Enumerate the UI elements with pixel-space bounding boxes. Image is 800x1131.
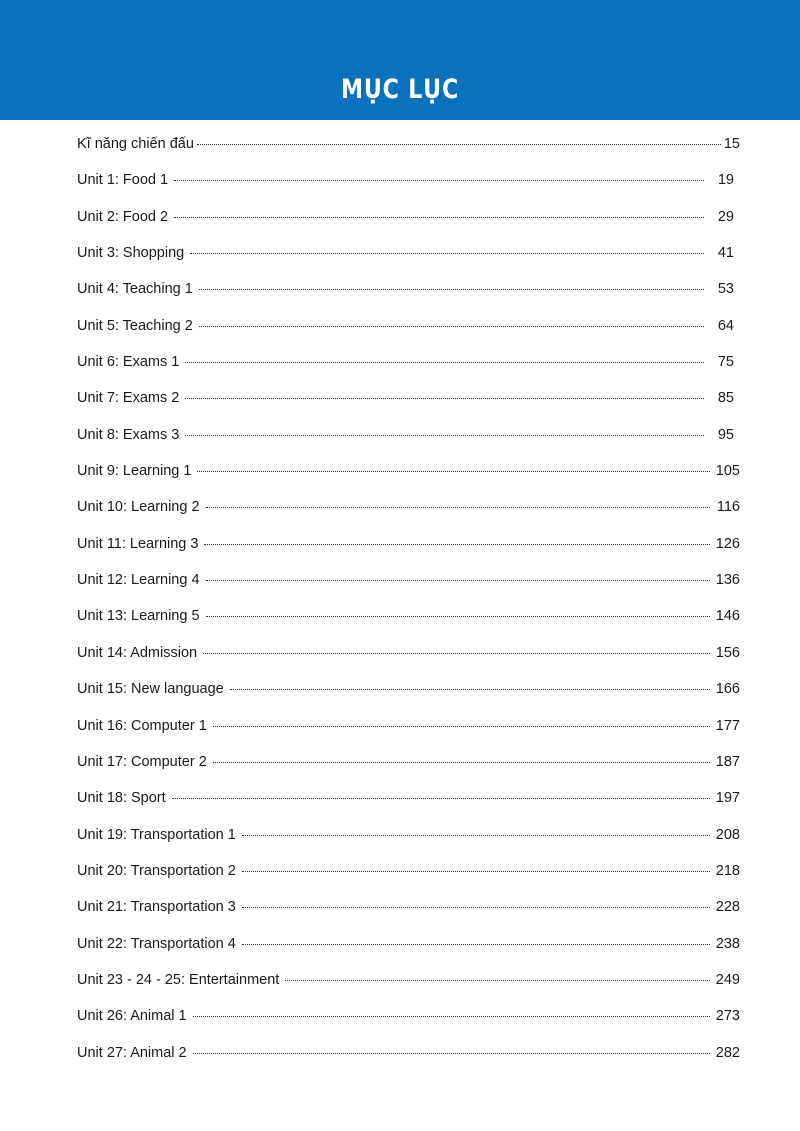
toc-entry-page-number: 197: [715, 790, 740, 807]
dot-leader: [190, 253, 704, 254]
dot-leader: [230, 689, 710, 690]
toc-entry-label: Kĩ năng chiến đấu: [77, 136, 194, 152]
toc-entry[interactable]: [77, 316, 734, 352]
toc-entry[interactable]: [77, 788, 740, 824]
toc-entry[interactable]: [77, 897, 740, 933]
toc-entry-page-number: 238: [715, 935, 740, 952]
toc-entry[interactable]: [77, 825, 740, 861]
toc-entry-label: Unit 23 - 24 - 25: Entertainment: [77, 971, 280, 988]
toc-entry[interactable]: [77, 716, 740, 752]
toc-entry-label: Unit 7: Exams 2: [77, 390, 180, 407]
toc-entry-page-number: 218: [715, 862, 740, 879]
toc-entry-page-number: 177: [715, 717, 740, 734]
dot-leader: [174, 180, 704, 181]
toc-entry[interactable]: [77, 861, 740, 897]
toc-entry-label: Unit 18: Sport: [77, 790, 166, 807]
toc-entry[interactable]: [77, 970, 740, 1006]
toc-entry-label: Unit 19: Transportation 1: [77, 826, 236, 843]
toc-entry-label: Unit 10: Learning 2: [77, 499, 200, 516]
dot-leader: [199, 326, 704, 327]
dot-leader: [242, 835, 710, 836]
toc-entry-page-number: 75: [717, 354, 734, 371]
toc-entry-page-number: 105: [715, 463, 740, 480]
dot-leader: [172, 798, 710, 799]
dot-leader: [213, 762, 710, 763]
toc-entry[interactable]: [77, 243, 734, 279]
toc-entry-label: Unit 6: Exams 1: [77, 354, 180, 371]
toc-entry-page-number: 29: [717, 208, 734, 225]
dot-leader: [185, 435, 704, 436]
dot-leader: [203, 653, 710, 654]
toc-entry-label: Unit 15: New language: [77, 681, 224, 698]
toc-entry[interactable]: [77, 352, 734, 388]
header-banner: [0, 0, 800, 120]
toc-entry[interactable]: [77, 425, 734, 461]
toc-entry-label: Unit 9: Learning 1: [77, 463, 192, 480]
toc-entry-label: Unit 2: Food 2: [77, 208, 169, 225]
dot-leader: [204, 544, 709, 545]
toc-entry[interactable]: [77, 134, 740, 170]
toc-entry-page-number: 126: [715, 535, 740, 552]
toc-entry-page-number: 273: [715, 1008, 740, 1025]
toc-entry-label: Unit 14: Admission: [77, 644, 198, 661]
toc-entry-page-number: 53: [717, 281, 734, 298]
toc-entry[interactable]: [77, 679, 740, 715]
toc-entry-label: Unit 27: Animal 2: [77, 1044, 187, 1061]
toc-entry-label: Unit 16: Computer 1: [77, 717, 207, 734]
table-of-contents: [77, 134, 740, 1079]
toc-entry-label: Unit 8: Exams 3: [77, 426, 180, 443]
toc-entry-page-number: 64: [717, 317, 734, 334]
toc-entry[interactable]: [77, 497, 740, 533]
toc-entry-page-number: 85: [717, 390, 734, 407]
toc-entry-page-number: 282: [715, 1044, 740, 1061]
dot-leader: [193, 1053, 710, 1054]
dot-leader: [285, 980, 709, 981]
toc-entry-page-number: 249: [715, 971, 740, 988]
toc-entry-label: Unit 4: Teaching 1: [77, 281, 193, 298]
toc-entry[interactable]: [77, 388, 734, 424]
toc-entry[interactable]: [77, 279, 734, 315]
dot-leader: [199, 289, 704, 290]
toc-entry[interactable]: [77, 170, 734, 206]
toc-entry[interactable]: [77, 207, 734, 243]
toc-entry-label: Unit 21: Transportation 3: [77, 899, 236, 916]
toc-entry-page-number: 19: [717, 172, 734, 189]
toc-entry-page-number: 228: [715, 899, 740, 916]
dot-leader: [242, 871, 710, 872]
toc-entry-page-number: 116: [716, 499, 740, 516]
dot-leader: [242, 944, 710, 945]
dot-leader: [206, 507, 710, 508]
toc-entry-label: Unit 22: Transportation 4: [77, 935, 236, 952]
dot-leader: [206, 616, 710, 617]
toc-entry[interactable]: [77, 1043, 740, 1079]
dot-leader: [242, 907, 710, 908]
dot-leader: [206, 580, 710, 581]
toc-entry-label: Unit 17: Computer 2: [77, 753, 207, 770]
toc-entry-page-number: 15: [723, 136, 740, 152]
toc-entry[interactable]: [77, 934, 740, 970]
toc-entry[interactable]: [77, 1006, 740, 1042]
dot-leader: [185, 398, 704, 399]
dot-leader: [185, 362, 704, 363]
toc-entry-page-number: 208: [715, 826, 740, 843]
toc-entry-label: Unit 13: Learning 5: [77, 608, 200, 625]
dot-leader: [193, 1016, 710, 1017]
page-title: MỤC LỤC: [340, 74, 460, 105]
dot-leader: [174, 217, 704, 218]
toc-entry-label: Unit 5: Teaching 2: [77, 317, 193, 334]
toc-entry-page-number: 146: [715, 608, 740, 625]
toc-entry[interactable]: [77, 461, 740, 497]
toc-entry-page-number: 187: [715, 753, 740, 770]
toc-entry-label: Unit 26: Animal 1: [77, 1008, 187, 1025]
toc-entry-page-number: 136: [715, 572, 740, 589]
dot-leader: [213, 726, 710, 727]
toc-entry-label: Unit 1: Food 1: [77, 172, 169, 189]
toc-entry-label: Unit 12: Learning 4: [77, 572, 200, 589]
toc-entry-label: Unit 11: Learning 3: [77, 535, 199, 552]
toc-entry-page-number: 166: [715, 681, 740, 698]
dot-leader: [197, 471, 709, 472]
toc-entry-page-number: 41: [717, 245, 734, 262]
toc-entry[interactable]: [77, 606, 740, 642]
toc-entry-page-number: 156: [715, 644, 740, 661]
toc-entry[interactable]: [77, 570, 740, 606]
toc-entry[interactable]: [77, 643, 740, 679]
toc-entry-label: Unit 20: Transportation 2: [77, 862, 236, 879]
toc-entry[interactable]: [77, 534, 740, 570]
toc-entry-label: Unit 3: Shopping: [77, 245, 185, 262]
dot-leader: [197, 144, 721, 145]
toc-entry-page-number: 95: [717, 426, 734, 443]
toc-entry[interactable]: [77, 752, 740, 788]
